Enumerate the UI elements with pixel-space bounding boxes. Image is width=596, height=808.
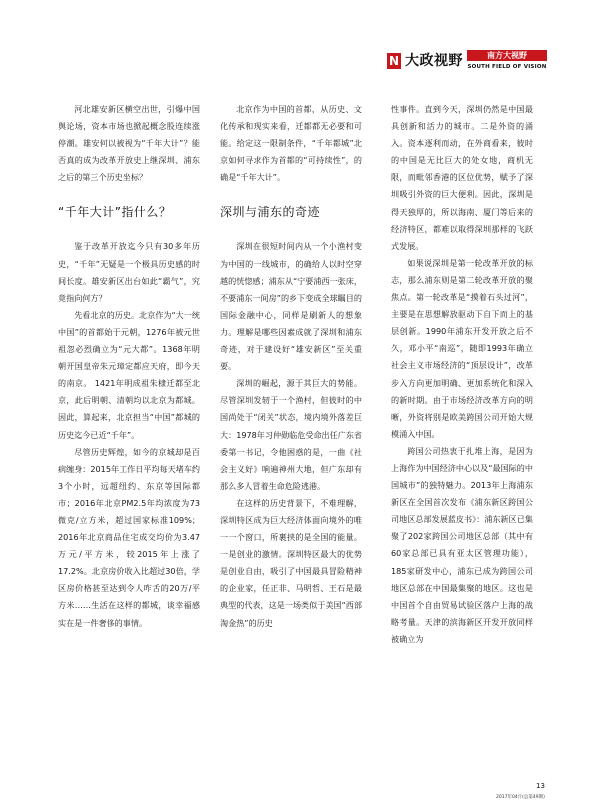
logo-mark: N (388, 54, 400, 68)
section-title: 大政视野 (405, 53, 463, 69)
section-heading: 深圳与浦东的奇迹 (220, 205, 321, 220)
brand-badge: 南方大视野 (467, 50, 547, 61)
article-column-3 (391, 101, 533, 648)
article-column-2 (220, 101, 362, 632)
paragraph: 跨国公司热衷于扎堆上海，是因为上海作为中国经济中心以及“最国际的中国城市”的独特魅力。2013年上海浦东新区在全国首次发布《浦东新区跨国公司地区总部发展蓝皮书》：浦东新区已集聚了202家跨国公司地区总部（其中有60家总部已具有亚太区管理功能），185家研发中心，浦东已成为跨国公司地区总部在中国最集聚的地区。这也是中国首个自由贸易试验区落户上海的战略考量。天津的滨海新区开发开放同样被确立为 (391, 445, 533, 644)
paragraph: 尽管历史辉煌，如今的京城却是百病缠身：2015年工作日平均每天堵车约3个小时，远超纽约、东京等国际都市；2016年北京PM2.5年均浓度为73微克/立方米，超过国家标准109%；2016年北京商品住宅成交均价为3.47万元/平方米，较2015年上涨了17.2%。北京房价收入比超过30倍，学区房价格甚至达到令人咋舌的20万/平方米……生活在这样的都城，谈幸福感实在是一件奢侈的事情。 (58, 446, 201, 628)
issue-date: 2017年04月(总第49期) (496, 795, 545, 800)
paragraph: 北京作为中国的首都，从历史、文化传承和现实来看，迁都都无必要和可能。给定这一限制条件，“千年都城”北京如何寻求作为首都的“可持续性”，的确是“千年大计”。 (220, 104, 362, 183)
paragraph: 性事件。直到今天，深圳仍然是中国最具创新和活力的城市。二是外资的涌入。资本逐利而动，在外商看来，彼时的中国是无比巨大的处女地，商机无限，而毗邻香港的区位优势，赋予了深圳吸引外资的巨大便利。因此，深圳是得天独厚的，所以海南、厦门等后来的经济特区，都难以取得深圳那样的飞跃式发展。 (391, 104, 533, 251)
masthead (387, 50, 547, 74)
paragraph: 河北雄安新区横空出世，引爆中国舆论场，资本市场也掀起概念股连续涨停潮。雄安何以被视为“千年大计”？能否真的成为改革开放史上继深圳、浦东之后的第三个历史坐标？ (58, 104, 200, 183)
paragraph: 深圳在很短时间内从一个小渔村变为中国的一线城市，的确给人以时空穿越的恍惚感；浦东从“宁要浦西一张床，不要浦东一间房”的乡下变成全球瞩目的国际金融中心，同样是刷新人的想象力。理解是哪些因素成就了深圳和浦东奇迹，对于建设好“雄安新区”至关重要。 (220, 241, 362, 372)
paragraph: 深圳的崛起，源于其巨大的势能。尽管深圳发轫于一个渔村，但彼时的中国尚处于“闭关”状态，境内境外落差巨大：1978年习仲勋临危受命出任广东省委第一书记，令他困惑的是，一曲《社会主义好》响遍神州大地，但广东却有那么多人冒着生命危险逃港。 (220, 378, 363, 491)
paragraph: 在这样的历史背景下，不难理解，深圳特区成为巨大经济体面向境外的唯一一个窗口，所裹挟的是全国的能量。一是创业的激情。深圳特区最大的优势是创业自由，吸引了中国最具冒险精神的企业家，任正非、马明哲、王石是最典型的代表，这是一场类似于美国“西部淘金热”的历史 (220, 497, 362, 628)
page-number: 13 (536, 782, 545, 790)
paragraph: 如果说深圳是第一轮改革开放的标志，那么浦东则是第二轮改革开放的聚焦点。第一轮改革是“摸着石头过河”，主要是在思想解放驱动下自下而上的基层创新。1990年浦东开发开放之后不久，邓小平“南巡”，随即1993年确立社会主义市场经济的“顶层设计”，改革步入方向更加明确、更加系统化和深入的新时期。由于市场经济改革方向的明晰，外资将别是欧美跨国公司开始大规模涌入中国。 (391, 257, 533, 439)
article-column-1 (58, 101, 200, 632)
paragraph: 鉴于改革开放迄今只有30多年历史，“千年”无疑是一个极具历史感的时间长度。雄安新区出台如此“霸气”，究竟指向何方？ (58, 241, 200, 303)
brand-subtitle: SOUTH FIELD OF VISION (467, 64, 547, 70)
section-heading: “千年大计”指什么？ (58, 205, 172, 220)
paragraph: 先看北京的历史。北京作为“大一统中国”的首都始于元朝，1276年被元世祖忽必烈确立为“元大都”。1368年明朝开国皇帝朱元璋定都应天府，即今天的南京。 1421年明成祖朱棣迁都至北京，此后明朝、清朝均以北京为都城。因此，算起来，北京担当“中国”都城的历史迄今已近“千年”。 (58, 309, 200, 440)
